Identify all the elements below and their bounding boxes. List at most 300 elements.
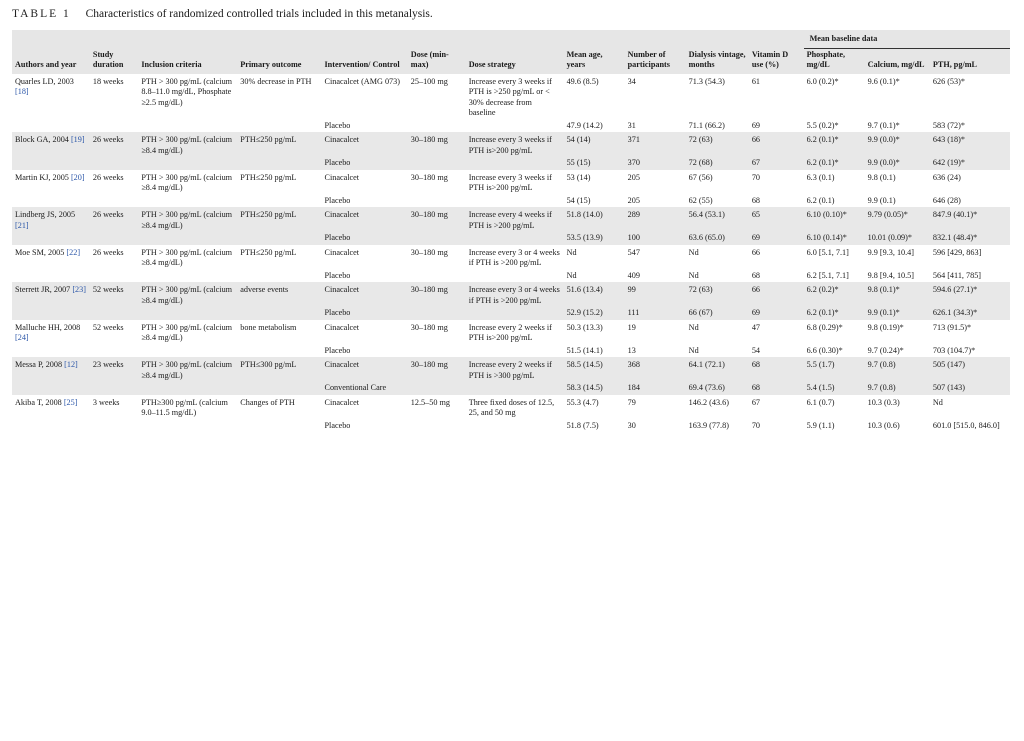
- cell-vitd: 68: [749, 270, 804, 283]
- cell-phosphate: 6.2 (0.1)*: [804, 307, 865, 320]
- header-pth: PTH, pg/mL: [930, 48, 1010, 74]
- cell-inclusion: PTH > 300 pg/mL (calcium ≥8.4 mg/dL): [138, 320, 237, 345]
- cell-vitd: 66: [749, 245, 804, 270]
- cell-empty: [237, 307, 321, 320]
- cell-phosphate: 6.0 (0.2)*: [804, 74, 865, 120]
- cell-vitd: 67: [749, 395, 804, 420]
- cell-dialysis: 146.2 (43.6): [686, 395, 749, 420]
- cell-age: 58.3 (14.5): [564, 382, 625, 395]
- cell-phosphate: 6.6 (0.30)*: [804, 345, 865, 358]
- cell-empty: [90, 120, 138, 133]
- cell-inclusion: PTH > 300 pg/mL (calcium ≥8.4 mg/dL): [138, 207, 237, 232]
- cell-vitd: 68: [749, 195, 804, 208]
- cell-dialysis: 63.6 (65.0): [686, 232, 749, 245]
- table-row: [12, 157, 1010, 170]
- cell-intervention: Cinacalcet: [321, 132, 407, 157]
- cell-calcium: 9.6 (0.1)*: [865, 74, 930, 120]
- reference-link: [22]: [66, 247, 81, 257]
- cell-dialysis: 66 (67): [686, 307, 749, 320]
- cell-calcium: 9.8 (0.19)*: [865, 320, 930, 345]
- cell-empty: [237, 195, 321, 208]
- header-outcome: Primary outcome: [237, 30, 321, 74]
- cell-vitd: 61: [749, 74, 804, 120]
- cell-calcium: 9.9 (0.1): [865, 195, 930, 208]
- cell-participants: 368: [625, 357, 686, 382]
- cell-phosphate: 5.4 (1.5): [804, 382, 865, 395]
- cell-empty: [237, 157, 321, 170]
- table-row: [12, 74, 1010, 120]
- header-dose: Dose (min-max): [408, 30, 466, 74]
- author-name: Quarles LD, 2003: [15, 76, 74, 86]
- header-duration: Study duration: [90, 30, 138, 74]
- reference-link: [19]: [70, 135, 85, 144]
- cell-dose: 30–180 mg: [408, 245, 466, 270]
- cell-strategy: Increase every 2 weeks if PTH is>200 pg/mL: [466, 320, 564, 345]
- cell-phosphate: 6.2 (0.1)*: [804, 132, 865, 157]
- cell-empty: [90, 345, 138, 358]
- cell-empty: [237, 120, 321, 133]
- cell-pth: 642 (19)*: [930, 157, 1010, 170]
- cell-outcome: bone metabolism: [237, 320, 321, 345]
- cell-control: Placebo: [321, 270, 407, 283]
- cell-empty: [12, 307, 90, 320]
- cell-age: 51.8 (14.0): [564, 207, 625, 232]
- cell-empty: [408, 382, 466, 395]
- table-caption: [12, 8, 433, 20]
- cell-phosphate: 6.2 (0.1)*: [804, 157, 865, 170]
- cell-duration: 52 weeks: [90, 320, 138, 345]
- cell-participants: 34: [625, 74, 686, 120]
- cell-dialysis: 163.9 (77.8): [686, 420, 749, 433]
- author-name: Block GA, 2004: [15, 135, 69, 144]
- cell-empty: [466, 345, 564, 358]
- cell-pth: 594.6 (27.1)*: [930, 282, 1010, 307]
- cell-vitd: 65: [749, 207, 804, 232]
- cell-dialysis: 64.1 (72.1): [686, 357, 749, 382]
- cell-participants: 370: [625, 157, 686, 170]
- cell-empty: [138, 232, 237, 245]
- author-name: Lindberg JS, 2005: [15, 210, 76, 219]
- cell-duration: 26 weeks: [90, 207, 138, 232]
- cell-calcium: 9.7 (0.1)*: [865, 120, 930, 133]
- table-row: [12, 320, 1010, 345]
- cell-empty: [90, 270, 138, 283]
- cell-empty: [138, 307, 237, 320]
- cell-pth: 832.1 (48.4)*: [930, 232, 1010, 245]
- author-name: Messa P, 2008: [15, 360, 63, 369]
- cell-dose: 25–100 mg: [408, 74, 466, 120]
- table-row: [12, 307, 1010, 320]
- cell-participants: 205: [625, 195, 686, 208]
- cell-vitd: 68: [749, 357, 804, 382]
- header-authors: Authors and year: [12, 30, 90, 74]
- author-name: Malluche HH, 2008: [15, 322, 81, 332]
- cell-pth: 626 (53)*: [930, 74, 1010, 120]
- cell-inclusion: PTH > 300 pg/mL (calcium ≥8.4 mg/dL): [138, 245, 237, 270]
- reference-link: [21]: [15, 220, 29, 230]
- cell-duration: 23 weeks: [90, 357, 138, 382]
- cell-outcome: adverse events: [237, 282, 321, 307]
- cell-empty: [466, 270, 564, 283]
- cell-dialysis: 71.3 (54.3): [686, 74, 749, 120]
- cell-intervention: Cinacalcet (AMG 073): [321, 74, 407, 120]
- trials-table: [12, 30, 1010, 432]
- cell-author: [12, 282, 90, 307]
- cell-duration: 26 weeks: [90, 245, 138, 270]
- cell-author: [12, 395, 90, 420]
- cell-age: 55 (15): [564, 157, 625, 170]
- cell-participants: 184: [625, 382, 686, 395]
- cell-vitd: 70: [749, 420, 804, 433]
- cell-empty: [408, 157, 466, 170]
- cell-pth: 596 [429, 863]: [930, 245, 1010, 270]
- header-phosphate: Phosphate, mg/dL: [804, 48, 865, 74]
- cell-phosphate: 5.9 (1.1): [804, 420, 865, 433]
- table-body: [12, 74, 1010, 433]
- cell-calcium: 10.3 (0.3): [865, 395, 930, 420]
- table-row: [12, 395, 1010, 420]
- table-title: Characteristics of randomized controlled trials included in this metanalysis.: [85, 8, 433, 20]
- table-row: [12, 345, 1010, 358]
- cell-empty: [138, 157, 237, 170]
- cell-dialysis: 62 (55): [686, 195, 749, 208]
- header-inclusion: Inclusion criteria: [138, 30, 237, 74]
- cell-age: 55.3 (4.7): [564, 395, 625, 420]
- cell-empty: [237, 420, 321, 433]
- cell-dose: 30–180 mg: [408, 320, 466, 345]
- header-age: Mean age, years: [564, 30, 625, 74]
- cell-age: 58.5 (14.5): [564, 357, 625, 382]
- cell-author: [12, 207, 90, 232]
- cell-duration: 3 weeks: [90, 395, 138, 420]
- table-row: [12, 120, 1010, 133]
- cell-calcium: 9.7 (0.8): [865, 382, 930, 395]
- cell-empty: [138, 420, 237, 433]
- reference-link: [20]: [70, 172, 85, 182]
- cell-outcome: PTH≤300 pg/mL: [237, 357, 321, 382]
- cell-control: Placebo: [321, 307, 407, 320]
- cell-empty: [138, 382, 237, 395]
- cell-author: [12, 132, 90, 157]
- cell-dialysis: 72 (63): [686, 132, 749, 157]
- cell-strategy: Increase every 3 weeks if PTH is>200 pg/mL: [466, 132, 564, 157]
- cell-participants: 289: [625, 207, 686, 232]
- cell-vitd: 47: [749, 320, 804, 345]
- cell-pth: 507 (143): [930, 382, 1010, 395]
- cell-dialysis: 69.4 (73.6): [686, 382, 749, 395]
- header-participants: Number of participants: [625, 30, 686, 74]
- author-name: Martin KJ, 2005: [15, 172, 69, 182]
- cell-calcium: 9.9 [9.3, 10.4]: [865, 245, 930, 270]
- cell-control: Placebo: [321, 157, 407, 170]
- cell-empty: [408, 120, 466, 133]
- cell-empty: [90, 157, 138, 170]
- cell-empty: [466, 382, 564, 395]
- cell-duration: 26 weeks: [90, 170, 138, 195]
- author-name: Sterrett JR, 2007: [15, 285, 71, 294]
- cell-calcium: 9.8 (0.1): [865, 170, 930, 195]
- cell-calcium: 9.9 (0.0)*: [865, 132, 930, 157]
- cell-pth: 505 (147): [930, 357, 1010, 382]
- cell-empty: [408, 195, 466, 208]
- cell-empty: [138, 345, 237, 358]
- cell-control: Placebo: [321, 345, 407, 358]
- cell-participants: 99: [625, 282, 686, 307]
- cell-empty: [12, 270, 90, 283]
- cell-dialysis: 71.1 (66.2): [686, 120, 749, 133]
- cell-inclusion: PTH > 300 pg/mL (calcium ≥8.4 mg/dL): [138, 357, 237, 382]
- header-vitd: Vitamin D use (%): [749, 30, 804, 74]
- cell-pth: 564 [411, 785]: [930, 270, 1010, 283]
- cell-calcium: 9.7 (0.8): [865, 357, 930, 382]
- cell-empty: [12, 232, 90, 245]
- cell-vitd: 69: [749, 307, 804, 320]
- table-row: [12, 282, 1010, 307]
- table-row: [12, 170, 1010, 195]
- cell-empty: [138, 270, 237, 283]
- table-row: [12, 382, 1010, 395]
- cell-age: Nd: [564, 245, 625, 270]
- table-row: [12, 245, 1010, 270]
- cell-pth: 583 (72)*: [930, 120, 1010, 133]
- cell-vitd: 66: [749, 132, 804, 157]
- cell-dialysis: 72 (63): [686, 282, 749, 307]
- cell-age: 50.3 (13.3): [564, 320, 625, 345]
- cell-calcium: 9.7 (0.24)*: [865, 345, 930, 358]
- cell-calcium: 9.79 (0.05)*: [865, 207, 930, 232]
- cell-participants: 79: [625, 395, 686, 420]
- cell-outcome: PTH≤250 pg/mL: [237, 132, 321, 157]
- cell-vitd: 69: [749, 120, 804, 133]
- cell-pth: 643 (18)*: [930, 132, 1010, 157]
- header-strategy: Dose strategy: [466, 30, 564, 74]
- table-header: [12, 30, 1010, 74]
- cell-empty: [466, 307, 564, 320]
- cell-empty: [90, 307, 138, 320]
- cell-author: [12, 170, 90, 195]
- cell-vitd: 68: [749, 382, 804, 395]
- cell-empty: [12, 195, 90, 208]
- cell-empty: [237, 382, 321, 395]
- cell-vitd: 54: [749, 345, 804, 358]
- cell-calcium: 10.01 (0.09)*: [865, 232, 930, 245]
- cell-empty: [12, 382, 90, 395]
- cell-intervention: Cinacalcet: [321, 395, 407, 420]
- cell-author: [12, 357, 90, 382]
- cell-age: 47.9 (14.2): [564, 120, 625, 133]
- cell-dose: 30–180 mg: [408, 170, 466, 195]
- cell-participants: 100: [625, 232, 686, 245]
- cell-calcium: 9.9 (0.0)*: [865, 157, 930, 170]
- author-name: Akiba T, 2008: [15, 397, 62, 407]
- cell-age: 49.6 (8.5): [564, 74, 625, 120]
- cell-strategy: Increase every 3 or 4 weeks if PTH is >200 pg/mL: [466, 245, 564, 270]
- cell-empty: [466, 157, 564, 170]
- cell-age: 53 (14): [564, 170, 625, 195]
- cell-phosphate: 5.5 (0.2)*: [804, 120, 865, 133]
- cell-empty: [90, 195, 138, 208]
- reference-link: [23]: [72, 285, 86, 294]
- cell-strategy: Increase every 2 weeks if PTH is >300 pg/mL: [466, 357, 564, 382]
- cell-strategy: Increase every 3 weeks if PTH is >250 pg/mL or < 30% decrease from baseline: [466, 74, 564, 120]
- cell-outcome: PTH≤250 pg/mL: [237, 170, 321, 195]
- cell-outcome: 30% decrease in PTH: [237, 74, 321, 120]
- reference-link: [24]: [15, 333, 29, 342]
- header-intervention: Intervention/ Control: [321, 30, 407, 74]
- header-calcium: Calcium, mg/dL: [865, 48, 930, 74]
- table-label: TABLE 1: [12, 8, 71, 20]
- cell-participants: 547: [625, 245, 686, 270]
- cell-empty: [408, 345, 466, 358]
- cell-pth: 626.1 (34.3)*: [930, 307, 1010, 320]
- cell-inclusion: PTH > 300 pg/mL (calcium ≥8.4 mg/dL): [138, 132, 237, 157]
- cell-empty: [90, 420, 138, 433]
- author-name: Moe SM, 2005: [15, 247, 65, 257]
- cell-duration: 52 weeks: [90, 282, 138, 307]
- cell-inclusion: PTH≥300 pg/mL (calcium 9.0–11.5 mg/dL): [138, 395, 237, 420]
- cell-strategy: Three fixed doses of 12.5, 25, and 50 mg: [466, 395, 564, 420]
- cell-phosphate: 6.2 [5.1, 7.1]: [804, 270, 865, 283]
- cell-intervention: Cinacalcet: [321, 357, 407, 382]
- cell-dose: 12.5–50 mg: [408, 395, 466, 420]
- cell-empty: [12, 420, 90, 433]
- cell-pth: 703 (104.7)*: [930, 345, 1010, 358]
- cell-empty: [466, 120, 564, 133]
- cell-dialysis: Nd: [686, 270, 749, 283]
- cell-age: Nd: [564, 270, 625, 283]
- cell-author: [12, 245, 90, 270]
- cell-empty: [12, 120, 90, 133]
- cell-age: 51.8 (7.5): [564, 420, 625, 433]
- cell-control: Placebo: [321, 120, 407, 133]
- cell-empty: [138, 120, 237, 133]
- cell-empty: [90, 232, 138, 245]
- cell-vitd: 67: [749, 157, 804, 170]
- cell-strategy: Increase every 3 weeks if PTH is>200 pg/mL: [466, 170, 564, 195]
- cell-dialysis: 67 (56): [686, 170, 749, 195]
- cell-control: Conventional Care: [321, 382, 407, 395]
- cell-phosphate: 6.2 (0.1): [804, 195, 865, 208]
- table-row: [12, 420, 1010, 433]
- cell-outcome: PTH≤250 pg/mL: [237, 207, 321, 232]
- cell-empty: [237, 270, 321, 283]
- cell-intervention: Cinacalcet: [321, 207, 407, 232]
- cell-control: Placebo: [321, 195, 407, 208]
- cell-phosphate: 6.8 (0.29)*: [804, 320, 865, 345]
- reference-link: [12]: [64, 360, 78, 369]
- cell-phosphate: 6.10 (0.14)*: [804, 232, 865, 245]
- cell-inclusion: PTH > 300 pg/mL (calcium ≥8.4 mg/dL): [138, 170, 237, 195]
- cell-age: 51.6 (13.4): [564, 282, 625, 307]
- cell-dose: 30–180 mg: [408, 207, 466, 232]
- cell-strategy: Increase every 4 weeks if PTH is >200 pg/mL: [466, 207, 564, 232]
- table-row: [12, 132, 1010, 157]
- cell-pth: 847.9 (40.1)*: [930, 207, 1010, 232]
- cell-participants: 111: [625, 307, 686, 320]
- cell-participants: 409: [625, 270, 686, 283]
- cell-vitd: 70: [749, 170, 804, 195]
- cell-empty: [12, 345, 90, 358]
- cell-dialysis: Nd: [686, 345, 749, 358]
- cell-intervention: Cinacalcet: [321, 320, 407, 345]
- cell-dialysis: 72 (68): [686, 157, 749, 170]
- table-row: [12, 270, 1010, 283]
- cell-calcium: 9.9 (0.1)*: [865, 307, 930, 320]
- reference-link: [25]: [63, 397, 78, 407]
- cell-participants: 13: [625, 345, 686, 358]
- cell-dialysis: Nd: [686, 245, 749, 270]
- cell-empty: [90, 382, 138, 395]
- cell-dose: 30–180 mg: [408, 132, 466, 157]
- cell-age: 53.5 (13.9): [564, 232, 625, 245]
- cell-intervention: Cinacalcet: [321, 282, 407, 307]
- cell-empty: [466, 420, 564, 433]
- cell-phosphate: 6.0 [5.1, 7.1]: [804, 245, 865, 270]
- cell-empty: [408, 307, 466, 320]
- cell-age: 54 (15): [564, 195, 625, 208]
- cell-calcium: 9.8 (0.1)*: [865, 282, 930, 307]
- cell-participants: 205: [625, 170, 686, 195]
- header-dialysis: Dialysis vintage, months: [686, 30, 749, 74]
- cell-empty: [12, 157, 90, 170]
- cell-control: Placebo: [321, 232, 407, 245]
- cell-phosphate: 5.5 (1.7): [804, 357, 865, 382]
- cell-author: [12, 320, 90, 345]
- cell-pth: 713 (91.5)*: [930, 320, 1010, 345]
- cell-inclusion: PTH > 300 pg/mL (calcium 8.8–11.0 mg/dL, Phosphate ≥2.5 mg/dL): [138, 74, 237, 120]
- cell-empty: [237, 345, 321, 358]
- cell-empty: [237, 232, 321, 245]
- cell-outcome: PTH≤250 pg/mL: [237, 245, 321, 270]
- cell-intervention: Cinacalcet: [321, 170, 407, 195]
- cell-dose: 30–180 mg: [408, 357, 466, 382]
- cell-participants: 30: [625, 420, 686, 433]
- cell-vitd: 69: [749, 232, 804, 245]
- table-row: [12, 195, 1010, 208]
- cell-duration: 26 weeks: [90, 132, 138, 157]
- cell-empty: [408, 232, 466, 245]
- cell-author: [12, 74, 90, 120]
- cell-participants: 19: [625, 320, 686, 345]
- header-group-baseline: Mean baseline data: [804, 30, 1010, 48]
- cell-age: 51.5 (14.1): [564, 345, 625, 358]
- table-row: [12, 232, 1010, 245]
- cell-pth: 646 (28): [930, 195, 1010, 208]
- table-row: [12, 207, 1010, 232]
- cell-outcome: Changes of PTH: [237, 395, 321, 420]
- cell-dose: 30–180 mg: [408, 282, 466, 307]
- cell-phosphate: 6.3 (0.1): [804, 170, 865, 195]
- cell-age: 52.9 (15.2): [564, 307, 625, 320]
- table-row: [12, 357, 1010, 382]
- cell-participants: 371: [625, 132, 686, 157]
- cell-pth: 601.0 [515.0, 846.0]: [930, 420, 1010, 433]
- cell-phosphate: 6.2 (0.2)*: [804, 282, 865, 307]
- cell-phosphate: 6.10 (0.10)*: [804, 207, 865, 232]
- cell-duration: 18 weeks: [90, 74, 138, 120]
- cell-participants: 31: [625, 120, 686, 133]
- cell-age: 54 (14): [564, 132, 625, 157]
- cell-dialysis: Nd: [686, 320, 749, 345]
- cell-control: Placebo: [321, 420, 407, 433]
- reference-link: [18]: [15, 87, 29, 96]
- cell-intervention: Cinacalcet: [321, 245, 407, 270]
- cell-dialysis: 56.4 (53.1): [686, 207, 749, 232]
- cell-vitd: 66: [749, 282, 804, 307]
- cell-empty: [466, 195, 564, 208]
- cell-calcium: 9.8 [9.4, 10.5]: [865, 270, 930, 283]
- cell-pth: Nd: [930, 395, 1010, 420]
